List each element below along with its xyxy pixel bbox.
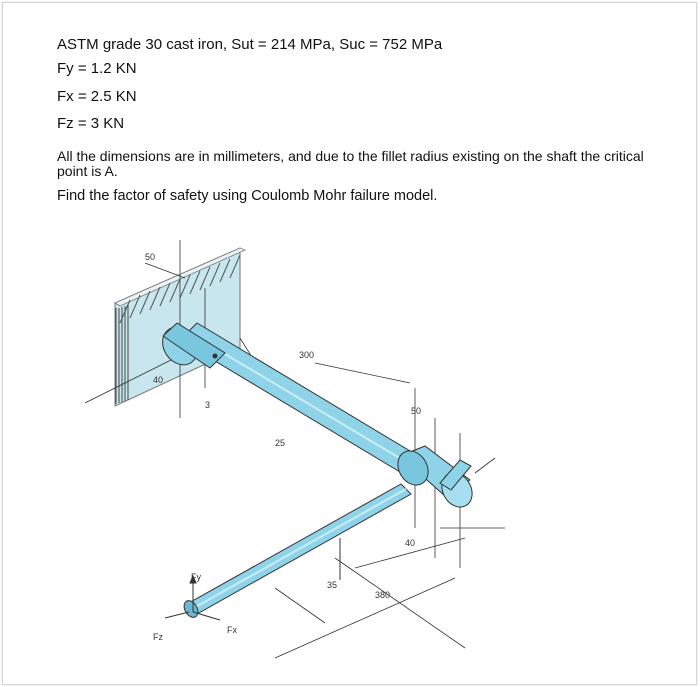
force-fy-label: Fy (191, 572, 201, 582)
dim-35: 35 (327, 580, 338, 590)
material-line: ASTM grade 30 cast iron, Sut = 214 MPa, Suc = 752 MPa (57, 36, 443, 53)
shaft (155, 320, 425, 478)
dim-50-top: 50 (145, 252, 156, 262)
force-fz-line: Fz = 3 KN (57, 115, 125, 132)
shaft-figure (85, 228, 525, 668)
dim-300: 300 (299, 350, 315, 360)
dim-50-right: 50 (411, 406, 422, 416)
question-text: Find the factor of safety using Coulomb Mohr failure model. (57, 188, 438, 204)
point-a-marker (213, 354, 218, 359)
dimension-note: All the dimensions are in millimeters, and due to the fillet radius existing on the shaft the critical point is A. (57, 148, 644, 179)
dim-380: 380 (375, 590, 391, 600)
force-fz-label: Fz (153, 632, 163, 642)
dim-40-right: 40 (405, 538, 416, 548)
force-fy-line: Fy = 1.2 KN (57, 60, 137, 77)
force-fx-line: Fx = 2.5 KN (57, 88, 137, 105)
force-fx-label: Fx (227, 625, 237, 635)
label-3: 3 (205, 400, 211, 410)
dim-40-left: 40 (153, 375, 164, 385)
dim-25: 25 (275, 438, 286, 448)
